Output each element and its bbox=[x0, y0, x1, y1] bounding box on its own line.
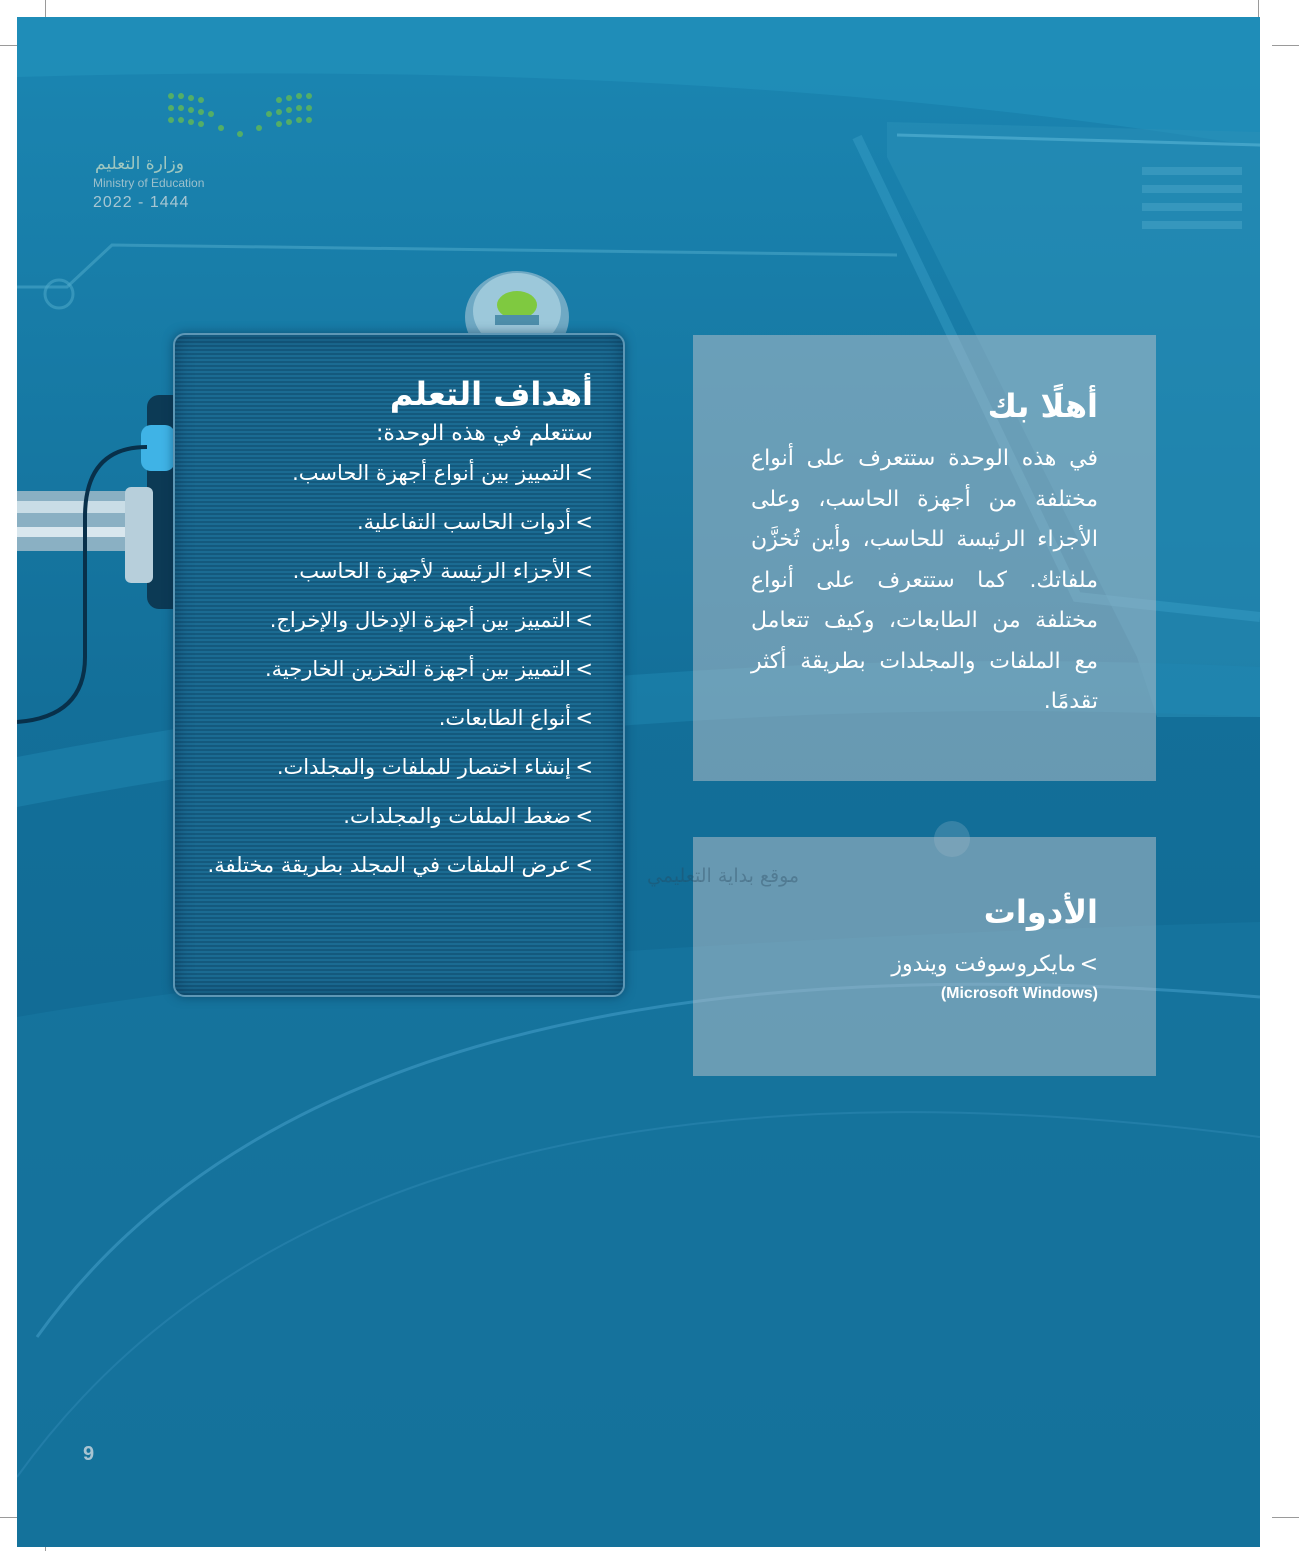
tool-item-windows: > مايكروسوفت ويندوز bbox=[751, 945, 1098, 985]
learning-goals-title: أهداف التعلم bbox=[389, 375, 593, 413]
book-page bbox=[17, 17, 1260, 1547]
logo-dots-icon bbox=[165, 90, 315, 138]
list-item: > الأجزاء الرئيسة لأجهزة الحاسب. bbox=[205, 556, 593, 586]
tools-title: الأدوات bbox=[983, 893, 1098, 931]
crop-mark bbox=[0, 1517, 17, 1518]
crop-mark bbox=[1272, 45, 1299, 46]
list-item: > أنواع الطابعات. bbox=[205, 703, 593, 733]
welcome-panel bbox=[693, 335, 1156, 781]
learning-goals-panel bbox=[173, 333, 625, 997]
ministry-name-arabic: وزارة التعليم bbox=[95, 154, 184, 174]
welcome-body: في هذه الوحدة ستتعرف على أنواع مختلفة من أجهزة الحاسب، وعلى الأجزاء الرئيسة للحاسب، وأين تُخزَّن ملفاتك. كما ستتعرف على أنواع مختلفة من الطابعات، وكيف تتعامل مع الملفات والمجلدات بطريقة أكثر تقدمًا. bbox=[751, 446, 1098, 714]
crop-mark bbox=[0, 45, 17, 46]
watermark-text: موقع بداية التعليمي bbox=[647, 865, 800, 887]
tool-item-windows-english: (Microsoft Windows) bbox=[940, 985, 1098, 1002]
crop-mark bbox=[1258, 0, 1259, 17]
edition-year: 2022 - 1444 bbox=[93, 194, 190, 211]
ministry-name-english: Ministry of Education bbox=[93, 176, 205, 190]
learning-goals-list bbox=[205, 458, 593, 880]
list-item: > عرض الملفات في المجلد بطريقة مختلفة. bbox=[205, 850, 593, 880]
list-item: > التمييز بين أجهزة التخزين الخارجية. bbox=[205, 654, 593, 684]
page-number: 9 bbox=[83, 1443, 95, 1465]
list-item: > ضغط الملفات والمجلدات. bbox=[205, 801, 593, 831]
crop-mark bbox=[1272, 1517, 1299, 1518]
list-item: > إنشاء اختصار للملفات والمجلدات. bbox=[205, 752, 593, 782]
learning-goals-intro: ستتعلم في هذه الوحدة: bbox=[375, 421, 593, 446]
list-item: > أدوات الحاسب التفاعلية. bbox=[205, 507, 593, 537]
welcome-title: أهلًا بك bbox=[987, 387, 1098, 425]
ministry-logo bbox=[93, 90, 263, 212]
list-item: > التمييز بين أنواع أجهزة الحاسب. bbox=[205, 458, 593, 488]
list-item: > التمييز بين أجهزة الإدخال والإخراج. bbox=[205, 605, 593, 635]
crop-mark bbox=[45, 0, 46, 17]
